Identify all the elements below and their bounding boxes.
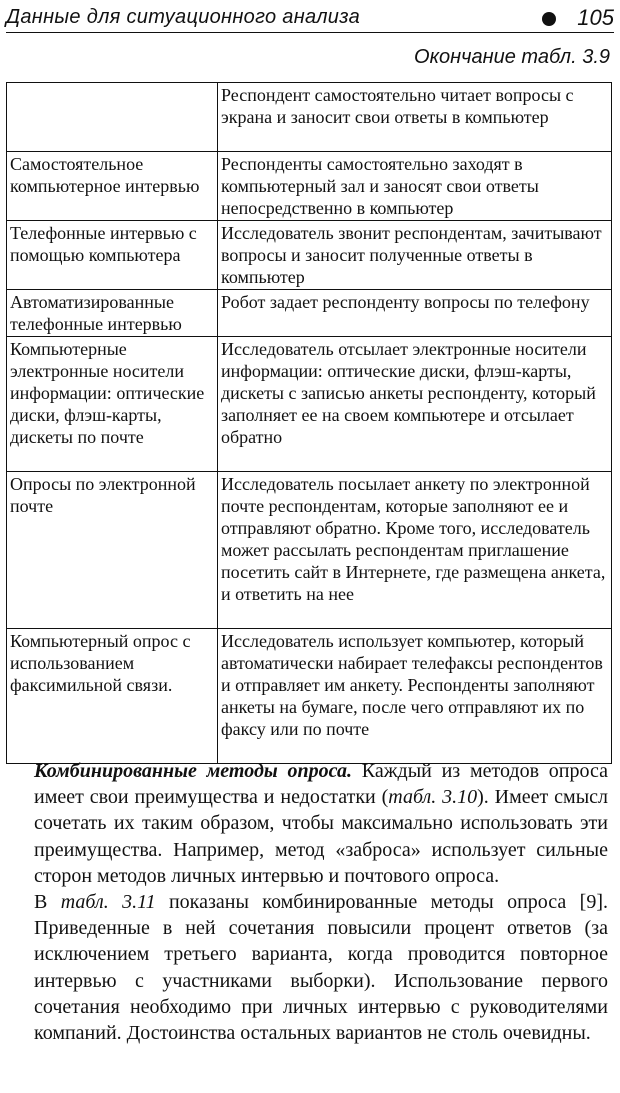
description-cell: Исследователь звонит респондентам, зачитывают вопросы и заносит полученные ответы в компьютер: [218, 221, 612, 290]
description-cell: Респонденты самостоятельно заходят в компьютерный зал и заносят свои ответы непосредственно в компьютер: [218, 152, 612, 221]
description-cell: Исследователь отсылает электронные носители информации: оптические диски, флэш-карты, дискеты с записью анкеты респонденту, который заполняет ее на своем компьютере и отсылает обратно: [218, 337, 612, 472]
description-cell: Респондент самостоятельно читает вопросы с экрана и заносит свои ответы в компьютер: [218, 83, 612, 152]
description-cell: Исследователь посылает анкету по электронной почте респондентам, которые заполняют ее и отправляют обратно. Кроме того, исследователь может рассылать респондентам приглашение посетить сайт в Интернете, где размещена анкета, и ответить на нее: [218, 472, 612, 629]
table-row: [7, 152, 612, 221]
description-cell: Робот задает респонденту вопросы по телефону: [218, 290, 612, 337]
table-row: [7, 337, 612, 472]
paragraph: [34, 889, 608, 1046]
table-row: [7, 290, 612, 337]
method-cell: Автоматизированные телефонные интервью: [7, 290, 218, 337]
survey-methods-table: [6, 82, 612, 764]
page-number: 105: [577, 5, 614, 30]
method-cell: Опросы по электронной почте: [7, 472, 218, 629]
body-text: [34, 758, 608, 1046]
running-title: Данные для ситуационного анализа: [6, 6, 361, 28]
paragraph-text: ). Имеет смысл сочетать их таким образом, чтобы максимально использовать эти преимущества. Например, метод «заброса» использует сильные сторон методов личных интервью и почтового опроса.: [34, 786, 608, 887]
table-row: [7, 221, 612, 290]
table-reference: табл. 3.10: [388, 786, 478, 809]
running-header: [6, 6, 614, 33]
table-row: [7, 472, 612, 629]
table-reference: табл. 3.11: [60, 891, 156, 914]
method-cell: [7, 83, 218, 152]
method-cell: Телефонные интервью с помощью компьютера: [7, 221, 218, 290]
description-cell: Исследователь использует компьютер, который автоматически набирает телефаксы респондентов и отправляет им анкету. Респонденты заполняют анкеты на бумаге, после чего отправляют их по факсу или по почте: [218, 629, 612, 764]
paragraph-text: В: [34, 891, 61, 914]
paragraph-text: показаны комбинированные методы опроса [9]. Приведенные в ней сочетания повысили процент ответов (за исключением третьего варианта, когда проводится повторное интервью с участниками выборки). Использование первого сочетания необходимо при личных интервью с руководителями компаний. Достоинства остальных вариантов не столь очевидны.: [34, 891, 608, 1045]
table-row: [7, 83, 612, 152]
table-caption: Окончание табл. 3.9: [414, 46, 610, 68]
bullet-icon: [542, 12, 556, 26]
paragraph-text: Каждый из методов опроса имеет свои преимущества и недостатки (: [34, 760, 608, 809]
method-cell: Компьютерный опрос с использованием факсимильной связи.: [7, 629, 218, 764]
table-row: [7, 629, 612, 764]
paragraph: [34, 758, 608, 889]
section-term: Комбинированные методы опроса.: [34, 760, 352, 782]
method-cell: Компьютерные электронные носители информации: оптические диски, флэш-карты, дискеты по почте: [7, 337, 218, 472]
method-cell: Самостоятельное компьютерное интервью: [7, 152, 218, 221]
